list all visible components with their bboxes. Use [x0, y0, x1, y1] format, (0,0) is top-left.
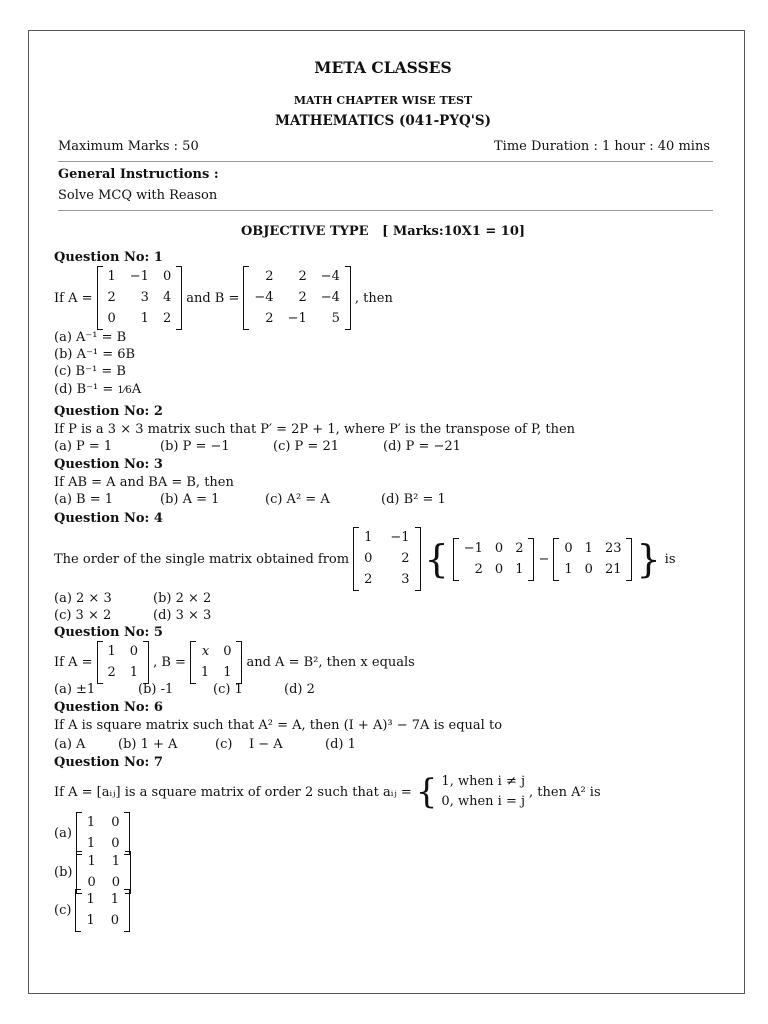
matrix-b: −1 0 2 2 0 1 [453, 538, 535, 581]
option-d[interactable]: (d) B² = 1 [381, 492, 446, 507]
question-label: Question No: 7 [54, 755, 163, 770]
matrix-a: 1 −1 0 2 2 3 [353, 527, 420, 591]
matrix-a: 1 −1 0 2 3 4 0 1 2 [97, 266, 183, 330]
question-stem: If P is a 3 × 3 matrix such that P′ = 2P + 1, where P′ is the transpose of P, then [54, 422, 576, 437]
option-b[interactable]: (b) A⁻¹ = 6B [54, 347, 136, 362]
test-name: MATH CHAPTER WISE TEST [293, 94, 473, 107]
matrix-b: 2 2 −4 −4 2 −4 2 −1 5 [243, 266, 351, 330]
option-a[interactable]: (a) 2 × 3 [54, 591, 112, 606]
question-label: Question No: 2 [54, 404, 163, 419]
right-brace: } [636, 537, 661, 581]
option-b[interactable]: (b) P = −1 [160, 439, 230, 454]
option-c[interactable]: (c) B⁻¹ = B [54, 364, 126, 379]
matrix-b: x 0 1 1 [190, 641, 243, 684]
option-a[interactable]: (a) 1 0 1 0 [54, 812, 130, 855]
time-duration: Time Duration : 1 hour : 40 mins [493, 139, 710, 154]
max-marks: Maximum Marks : 50 [58, 139, 199, 154]
option-d[interactable]: (d) B⁻¹ = 1⁄6A [54, 382, 142, 397]
question-label: Question No: 5 [54, 625, 163, 640]
matrix-a: 1 0 2 1 [97, 641, 150, 684]
institute-name: META CLASSES [314, 58, 452, 77]
matrix-c: 0 1 23 1 0 21 [553, 538, 632, 581]
option-b[interactable]: (b) -1 [138, 682, 174, 697]
option-d[interactable]: (d) 3 × 3 [153, 608, 212, 623]
question-label: Question No: 4 [54, 511, 163, 526]
option-b[interactable]: (b) A = 1 [160, 492, 220, 507]
option-c[interactable]: (c) 3 × 2 [54, 608, 112, 623]
option-c[interactable]: (c) I − A [215, 737, 283, 752]
option-a[interactable]: (a) A [54, 737, 86, 752]
option-d[interactable]: (d) 2 [284, 682, 315, 697]
option-a[interactable]: (a) P = 1 [54, 439, 113, 454]
option-b[interactable]: (b) 1 + A [118, 737, 178, 752]
option-d[interactable]: (d) P = −21 [383, 439, 461, 454]
left-brace: { [424, 537, 449, 581]
option-c[interactable]: (c) A² = A [265, 492, 330, 507]
piecewise-cases: 1, when i ≠ j 0, when i = j [441, 774, 526, 809]
left-brace: { [415, 772, 438, 812]
option-a[interactable]: (a) A⁻¹ = B [54, 330, 127, 345]
section-marks: [ Marks:10X1 = 10] [382, 224, 526, 239]
question-label: Question No: 6 [54, 700, 163, 715]
section-title: OBJECTIVE TYPE [240, 224, 369, 239]
option-matrix: 1 0 1 0 [76, 812, 131, 855]
option-matrix: 1 1 1 0 [75, 889, 130, 932]
section-heading [0, 224, 766, 239]
option-b[interactable]: (b) 1 1 0 0 [54, 851, 131, 894]
instructions-heading: General Instructions : [58, 167, 219, 182]
option-a[interactable]: (a) B = 1 [54, 492, 114, 507]
option-c[interactable]: (c) P = 21 [273, 439, 340, 454]
question-stem: If A = [aᵢⱼ] is a square matrix of order 2 such that aᵢⱼ = { 1, when i ≠ j 0, when i = j , then A² is [54, 772, 601, 812]
question-stem: If A is square matrix such that A² = A, then (I + A)³ − 7A is equal to [54, 718, 503, 733]
divider [58, 210, 713, 211]
option-matrix: 1 1 0 0 [76, 851, 131, 894]
option-a[interactable]: (a) ±1 [54, 682, 96, 697]
question-stem: If A = 1 0 2 1 , B = x 0 1 1 and A = B², then x equals [54, 641, 415, 684]
divider [58, 161, 713, 162]
option-c[interactable]: (c) 1 1 1 0 [54, 889, 130, 932]
instructions-text: Solve MCQ with Reason [58, 188, 218, 203]
subject-title: MATHEMATICS (041-PYQ'S) [275, 113, 491, 129]
option-d[interactable]: (d) 1 [325, 737, 356, 752]
option-b[interactable]: (b) 2 × 2 [153, 591, 212, 606]
question-stem: If AB = A and BA = B, then [54, 475, 234, 490]
question-stem: The order of the single matrix obtained from 1 −1 0 2 2 3 { −1 0 2 2 0 1 − 0 1 23 1 0 21 } is [54, 527, 676, 591]
question-stem: If A = 1 −1 0 2 3 4 0 1 2 and B = 2 2 −4 −4 2 −4 2 −1 5 , then [54, 266, 393, 330]
question-label: Question No: 1 [54, 250, 163, 265]
option-c[interactable]: (c) 1 [213, 682, 243, 697]
question-label: Question No: 3 [54, 457, 163, 472]
